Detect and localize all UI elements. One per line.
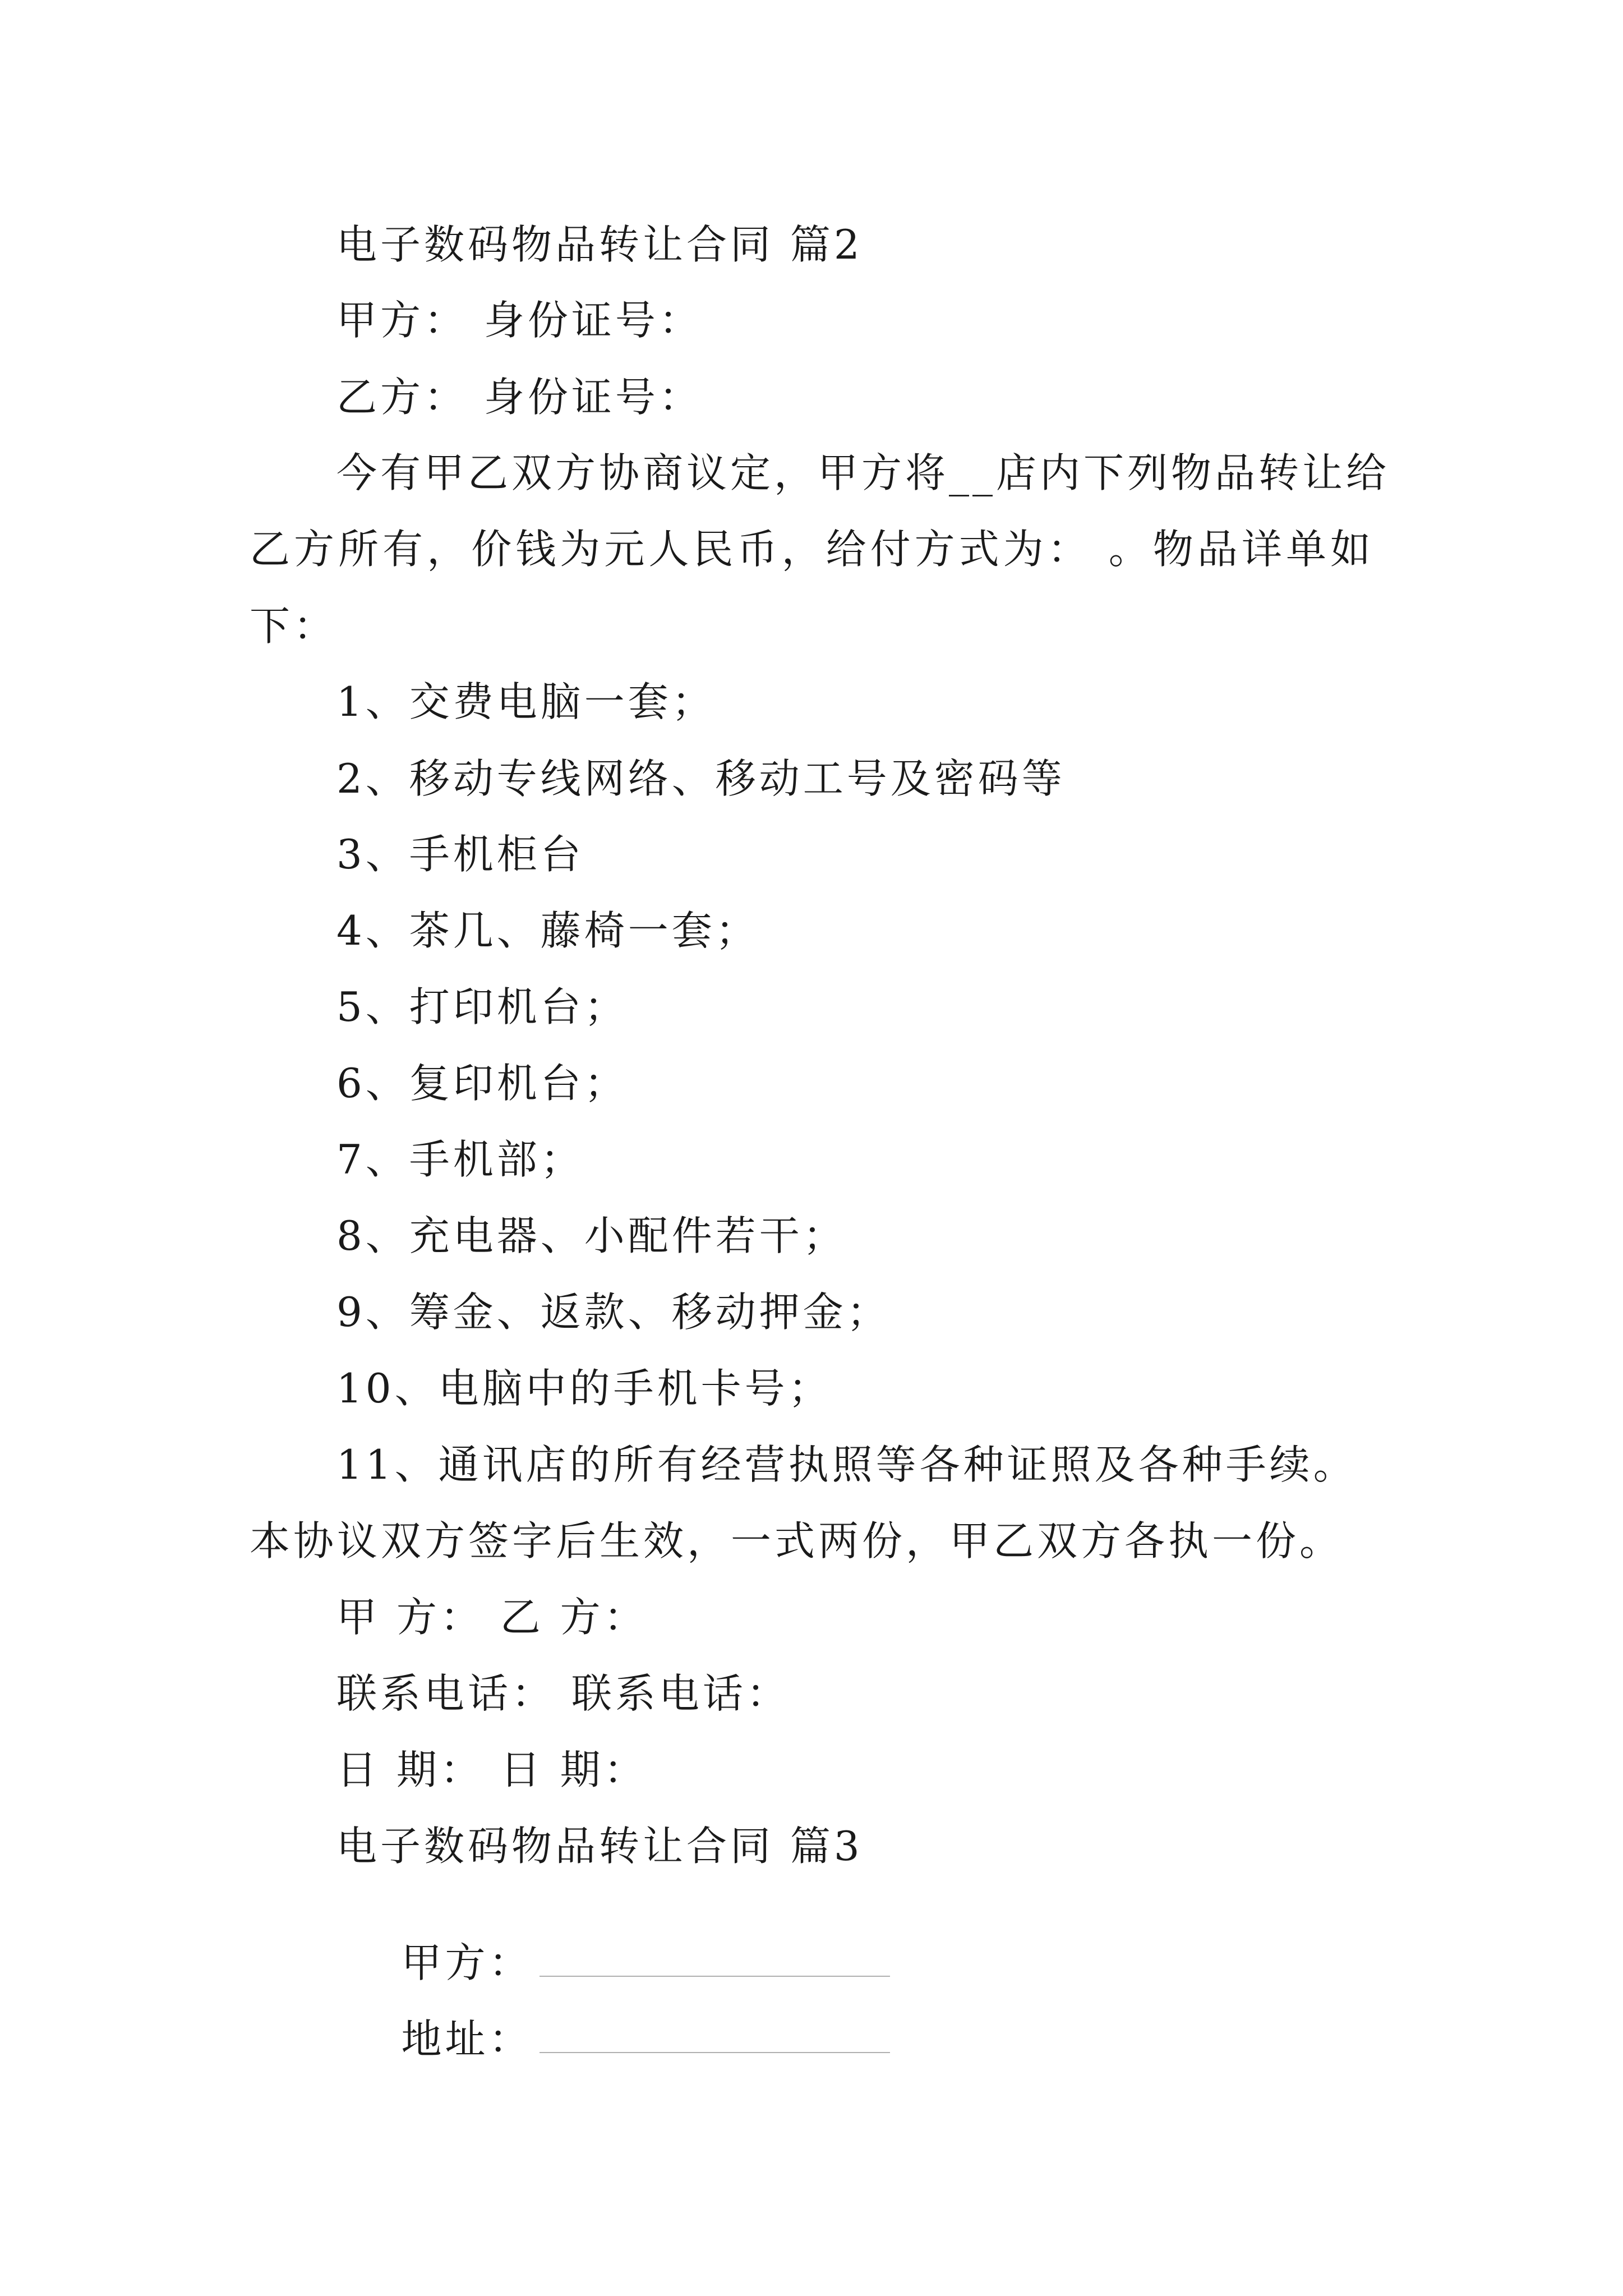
address-blank [540, 2019, 890, 2053]
paragraph-line: 下： [250, 602, 338, 650]
list-item: 4、茶几、藤椅一套； [336, 907, 759, 954]
list-item: 11、通讯店的所有经营执照等各种证照及各种手续。 [336, 1441, 1357, 1488]
effect-clause: 本协议双方签字后生效，一式两份，甲乙双方各执一份。 [250, 1517, 1344, 1565]
address-field [336, 1978, 890, 2100]
list-item: 7、手机部； [336, 1136, 584, 1183]
list-item: 6、复印机台； [336, 1060, 628, 1107]
party-a-blank [540, 1943, 890, 1977]
section-title-3: 电子数码物品转让合同 篇3 [336, 1823, 863, 1870]
list-item: 2、移动专线网络、移动工号及密码等 [336, 755, 1066, 802]
section-title-2: 电子数码物品转让合同 篇2 [336, 221, 863, 268]
list-item: 5、打印机台； [336, 983, 628, 1030]
list-item: 8、充电器、小配件若干； [336, 1212, 847, 1259]
paragraph-line: 乙方所有，价钱为元人民币，给付方式为： 。物品详单如 [250, 526, 1374, 573]
list-item: 1、交费电脑一套； [336, 678, 716, 725]
list-item: 3、手机柜台 [336, 831, 584, 878]
signature-phone: 联系电话： 联系电话： [336, 1670, 790, 1717]
signature-parties: 甲 方： 乙 方： [336, 1594, 648, 1641]
list-item: 10、电脑中的手机卡号； [336, 1365, 832, 1412]
party-a-id-line: 甲方： 身份证号： [336, 297, 703, 344]
signature-date: 日 期： 日 期： [336, 1746, 648, 1793]
paragraph-line: 今有甲乙双方协商议定，甲方将__店内下列物品转让给 [336, 449, 1390, 496]
party-b-id-line: 乙方： 身份证号： [336, 374, 703, 421]
address-label: 地址： [401, 2016, 533, 2063]
list-item: 9、筹金、返款、移动押金； [336, 1289, 891, 1336]
party-a-label: 甲方： [401, 1939, 533, 1986]
